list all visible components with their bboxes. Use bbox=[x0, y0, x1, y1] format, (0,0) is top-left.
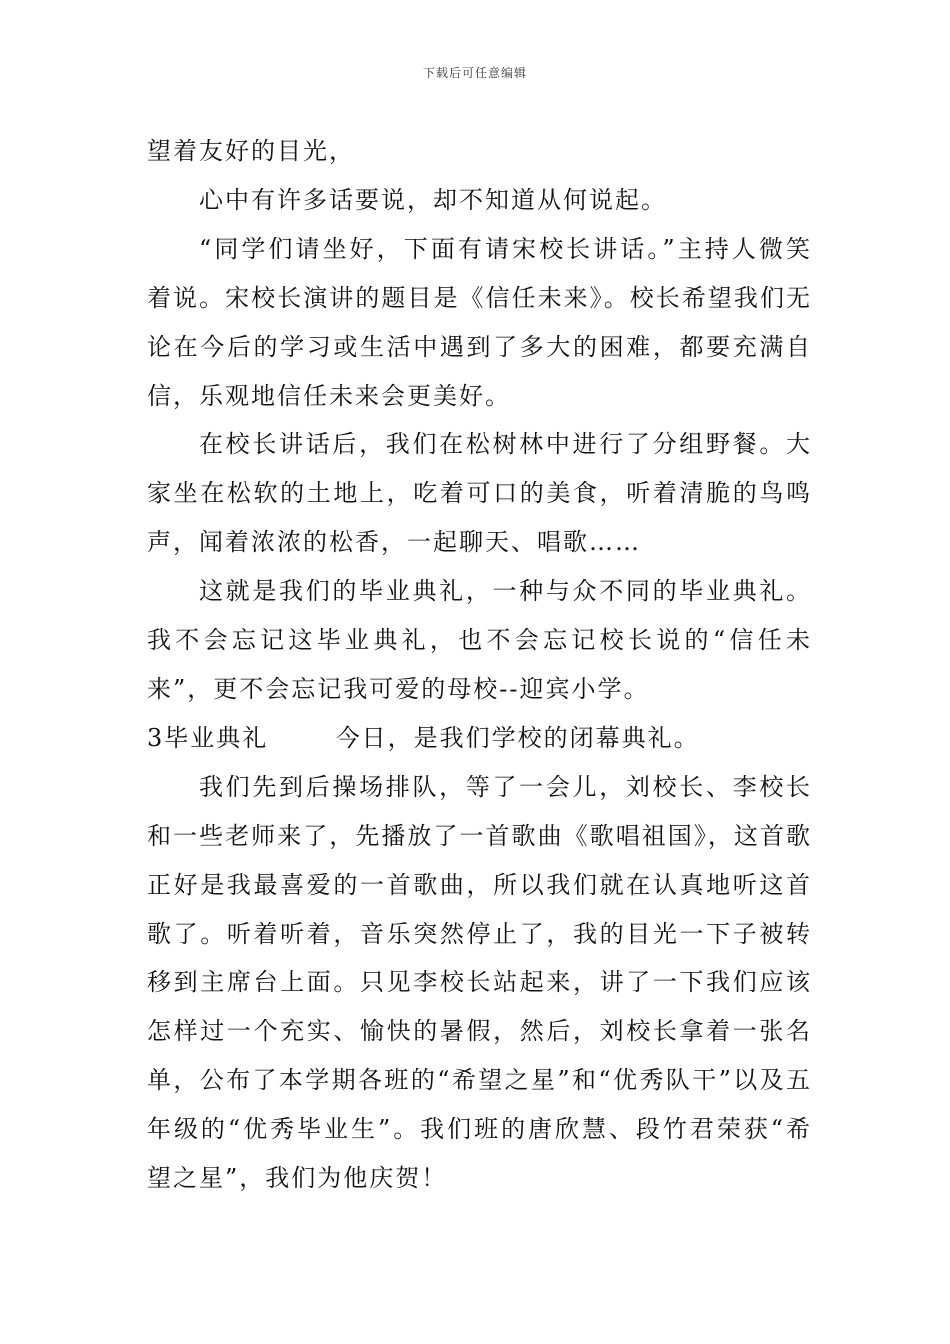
paragraph: 我们先到后操场排队，等了一会儿，刘校长、李校长和一些老师来了，先播放了一首歌曲《歌唱祖国》，这首歌正好是我最喜爱的一首歌曲，所以我们就在认真地听这首歌了。听着听着，音乐突然停止了，我的目光一下子被转移到主席台上面。只见李校长站起来，讲了一下我们应该怎样过一个充实、愉快的暑假，然后，刘校长拿着一张名单，公布了本学期各班的“希望之星”和“优秀队干”以及五年级的“优秀毕业生”。我们班的唐欣慧、段竹君荣获“希望之星”，我们为他庆贺！ bbox=[147, 772, 812, 1193]
paragraph: 在校长讲话后，我们在松树林中进行了分组野餐。大家坐在松软的土地上，吃着可口的美食，听着清脆的鸟鸣声，闻着浓浓的松香，一起聊天、唱歌…… bbox=[147, 430, 812, 557]
page-header: 下载后可任意编辑 bbox=[422, 66, 527, 80]
paragraph: 心中有许多话要说，却不知道从何说起。 bbox=[199, 185, 667, 214]
section-heading-line bbox=[147, 714, 812, 763]
section-title: 3毕业典礼 bbox=[147, 723, 269, 752]
paragraph: 望着友好的目光， bbox=[147, 137, 355, 165]
section-lead: 今日，是我们学校的闭幕典礼。 bbox=[335, 723, 700, 752]
paragraph: 这就是我们的毕业典礼，一种与众不同的毕业典礼。我不会忘记这毕业典礼，也不会忘记校长说的“信任未来”，更不会忘记我可爱的母校--迎宾小学。 bbox=[147, 577, 812, 703]
document-body bbox=[147, 127, 812, 1203]
paragraph: “同学们请坐好，下面有请宋校长讲话。”主持人微笑着说。宋校长演讲的题目是《信任未来》。校长希望我们无论在今后的学习或生活中遇到了多大的困难，都要充满自信，乐观地信任未来会更美好。 bbox=[147, 234, 812, 410]
